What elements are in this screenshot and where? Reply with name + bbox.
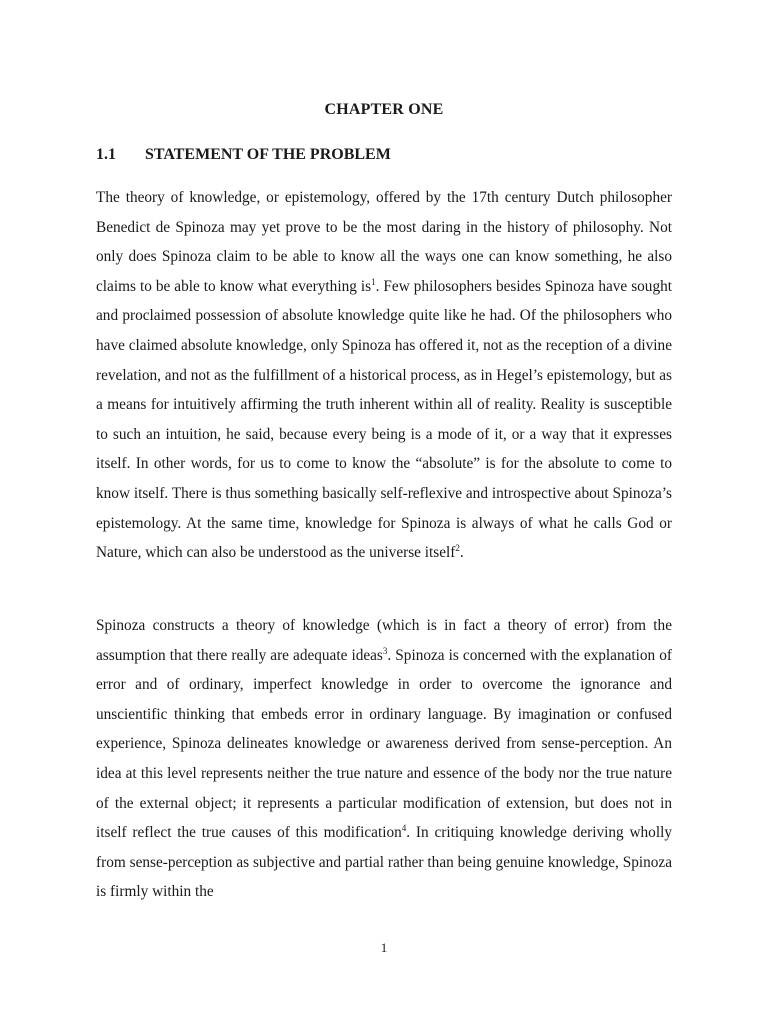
paragraph-1-text-c: .: [459, 544, 464, 562]
paragraph-1: [96, 183, 672, 568]
footnote-ref-4: 4: [401, 823, 407, 834]
section-heading: [96, 146, 391, 164]
paragraph-1-text-b: . Few philosophers besides Spinoza have sought and proclaimed possession of absolute knowledge quite like he had. Of the philosophers who have claimed absolute knowledge, only Spinoza has offered it, not as the reception of a divine revelation, and not as the fulfillment of a historical process, as in Hegel’s epistemology, but as a means for intuitively affirming the truth inherent within all of reality. Reality is susceptible to such an intuition, he said, because every being is a mode of it, or a way that it expresses itself. In other words, for us to come to know the “absolute” is for the absolute to come to know itself. There is thus something basically self-reflexive and introspective about Spinoza’s epistemology. At the same time, knowledge for Spinoza is always of what he calls God or Nature, which can also be understood as the universe itself: [96, 277, 672, 562]
paragraph-1-text-a: The theory of knowledge, or epistemology, offered by the 17th century Dutch philosopher Benedict de Spinoza may yet prove to be the most daring in the history of philosophy. Not only does Spinoza claim to be able to know all the ways one can know something, he also claims to be able to know what everything is: [96, 189, 672, 295]
chapter-title: CHAPTER ONE: [324, 101, 444, 118]
paragraph-2: [96, 611, 672, 907]
section-title: STATEMENT OF THE PROBLEM: [145, 146, 391, 163]
paragraph-2-text-c: . In critiquing knowledge deriving wholly from sense-perception as subjective and partial rather than being genuine knowledge, Spinoza is firmly within the: [96, 824, 672, 901]
paragraph-2-text-b: . Spinoza is concerned with the explanation of error and of ordinary, imperfect knowledge in order to overcome the ignorance and unscientific thinking that embeds error in ordinary language. By imagination or confused experience, Spinoza delineates knowledge or awareness derived from sense-perception. An idea at this level represents neither the true nature and essence of the body nor the true nature of the external object; it represents a particular modification of extension, but does not in itself reflect the true causes of this modification: [96, 646, 673, 842]
page-number: 1: [380, 940, 388, 955]
paragraph-2-text-a: Spinoza constructs a theory of knowledge (which is in fact a theory of error) from the assumption that there really are adequate ideas: [96, 617, 672, 664]
footnote-ref-1: 1: [371, 276, 376, 287]
footnote-ref-3: 3: [382, 645, 388, 656]
section-number: 1.1: [96, 146, 116, 163]
footnote-ref-2: 2: [455, 543, 460, 554]
